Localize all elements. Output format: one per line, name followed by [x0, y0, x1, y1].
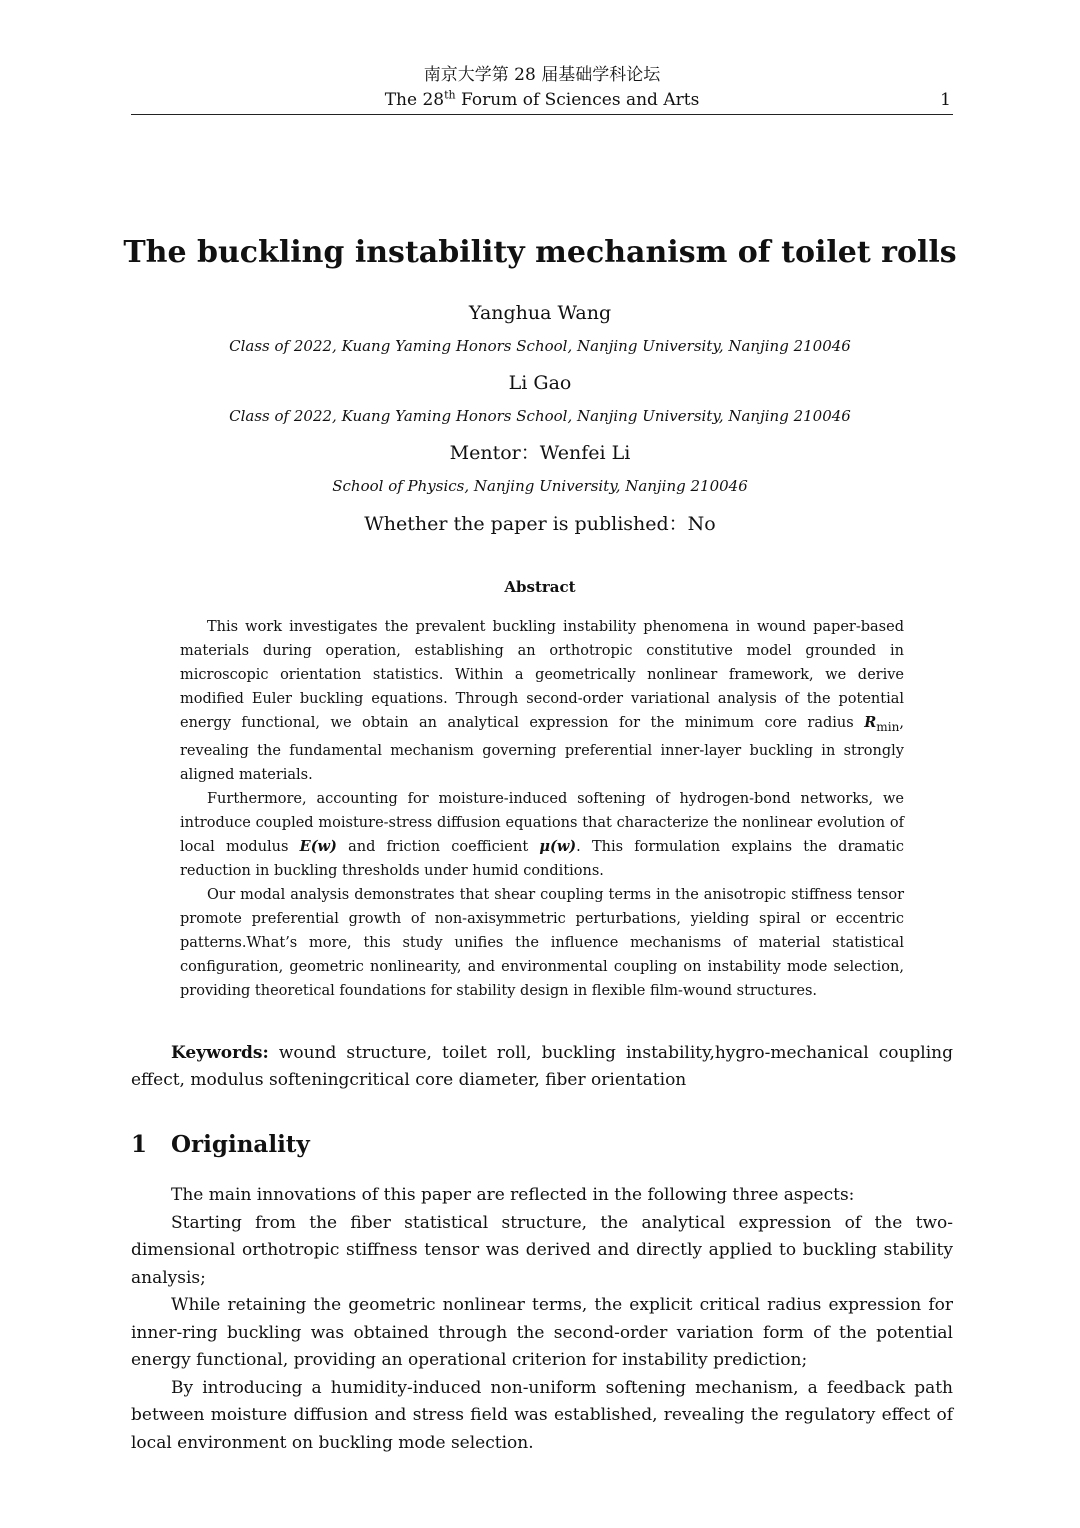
- abstract-heading: Abstract: [504, 578, 576, 596]
- paper-title: The buckling instability mechanism of toilet rolls: [123, 235, 957, 270]
- section-body: [131, 1182, 953, 1457]
- abstract-body: [180, 615, 904, 1003]
- keywords-label: Keywords:: [171, 1043, 269, 1063]
- page-header: [131, 62, 953, 115]
- author-affiliation: Class of 2022, Kuang Yaming Honors School, Nanjing University, Nanjing 210046: [229, 337, 851, 355]
- page-number: 1: [940, 90, 951, 110]
- section-heading: [131, 1128, 310, 1162]
- section-paragraph: Starting from the fiber statistical structure, the analytical expression of the two-dimensional orthotropic stiffness tensor was derived and directly applied to buckling stability analysis;: [131, 1212, 953, 1288]
- author-name: Li Gao: [508, 372, 572, 394]
- abstract-text: . This formulation explains the dramatic reduction in buckling thresholds under humid conditions.: [180, 838, 904, 879]
- abstract-text: Furthermore, accounting for moisture-induced softening of hydrogen-bond networks, we introduce coupled moisture-stress diffusion equations that characterize the nonlinear evolution of local modulus: [180, 790, 904, 855]
- modulus-symbol: E(w): [299, 837, 337, 855]
- abstract-paragraph: [180, 787, 904, 883]
- abstract-text: This work investigates the prevalent buckling instability phenomena in wound paper-based materials during operation, establishing an orthotropic constitutive model grounded in microscopic orientation statistics. Within a geometrically nonlinear framework, we derive modified Euler buckling equations. Through second-order variational analysis of the potential energy functional, we obtain an analytical expression for the minimum core radius: [180, 619, 904, 731]
- abstract-text: and friction coefficient: [336, 838, 540, 855]
- forum-title-prefix: The 28: [384, 90, 445, 110]
- section-title: Originality: [171, 1131, 310, 1158]
- section-paragraph: By introducing a humidity-induced non-uniform softening mechanism, a feedback path between moisture diffusion and stress field was established, revealing the regulatory effect of local environment on buckling mode selection.: [131, 1377, 953, 1453]
- friction-symbol: μ(w): [539, 837, 577, 855]
- section-paragraph: While retaining the geometric nonlinear terms, the explicit critical radius expression for inner-ring buckling was obtained through the second-order variation form of the potential energy functional, providing an operational criterion for instability prediction;: [131, 1295, 953, 1370]
- abstract-paragraph: Our modal analysis demonstrates that shear coupling terms in the anisotropic stiffness tensor promote preferential growth of non-axisymmetric perturbations, yielding spiral or eccentric patterns.What’s more, this study unifies the influence mechanisms of material statistical configuration, geometric nonlinearity, and environmental coupling on instability mode selection, providing theoretical foundations for stability design in flexible film-wound structures.: [180, 886, 904, 999]
- forum-english-title: [131, 89, 953, 111]
- mentor-name: Mentor：Wenfei Li: [449, 442, 631, 464]
- section-paragraph: The main innovations of this paper are reflected in the following three aspects:: [171, 1185, 855, 1205]
- forum-title-suffix: Forum of Sciences and Arts: [455, 90, 700, 110]
- keywords-list: wound structure, toilet roll, buckling instability,hygro-mechanical coupling effect, modulus softeningcritical core diameter, fiber orientation: [131, 1043, 953, 1090]
- section-number: 1: [131, 1131, 148, 1158]
- min-core-radius-symbol: R: [864, 714, 877, 731]
- author-name: Yanghua Wang: [468, 302, 612, 324]
- abstract-paragraph: [180, 615, 904, 787]
- abstract-text: , revealing the fundamental mechanism governing preferential inner-layer buckling in strongly aligned materials.: [180, 715, 904, 783]
- publication-status: Whether the paper is published：No: [364, 513, 716, 535]
- mentor-affiliation: School of Physics, Nanjing University, Nanjing 210046: [332, 477, 748, 495]
- forum-title-ordinal: th: [444, 88, 456, 102]
- min-core-radius-subscript: min: [876, 719, 900, 734]
- forum-chinese-title: 南京大学第 28 届基础学科论坛: [423, 65, 661, 85]
- author-affiliation: Class of 2022, Kuang Yaming Honors School, Nanjing University, Nanjing 210046: [229, 407, 851, 425]
- keywords: [131, 1040, 953, 1094]
